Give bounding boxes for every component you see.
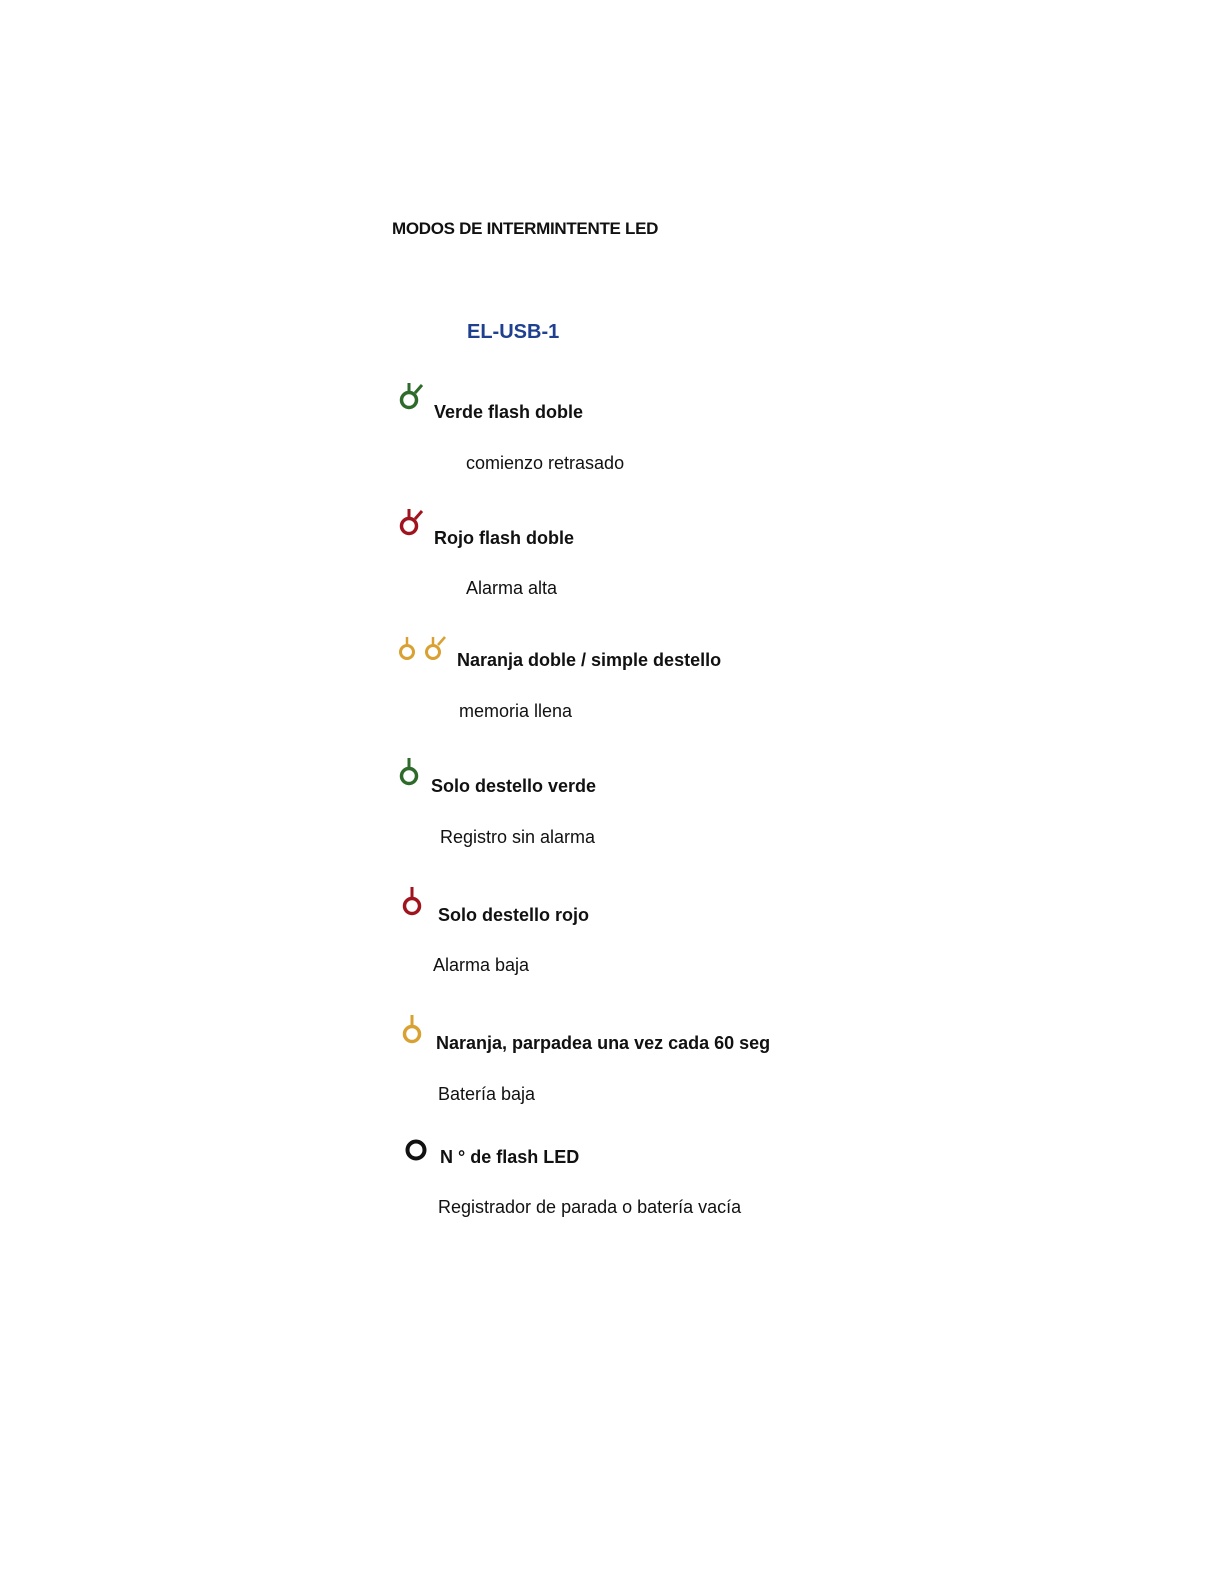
mode-desc-no-flash: Registrador de parada o batería vacía <box>438 1197 742 1217</box>
mode-label-orange-single: Naranja, parpadea una vez cada 60 seg <box>436 1033 771 1053</box>
mode-desc-orange-single: Batería baja <box>438 1084 536 1104</box>
red-single-flash-icon <box>396 878 436 924</box>
mode-label-green-double: Verde flash doble <box>434 402 584 422</box>
mode-label-green-single: Solo destello verde <box>431 776 597 796</box>
mode-desc-red-double: Alarma alta <box>466 578 558 598</box>
mode-desc-green-double: comienzo retrasado <box>466 453 625 473</box>
model-heading: EL-USB-1 <box>467 321 560 343</box>
mode-label-red-double: Rojo flash doble <box>434 528 575 548</box>
red-double-flash-icon <box>393 500 433 546</box>
green-single-flash-icon <box>393 750 433 796</box>
orange-single-flash-icon <box>396 1006 436 1052</box>
page-title: MODOS DE INTERMINTENTE LED <box>392 219 659 238</box>
mode-desc-red-single: Alarma baja <box>433 955 530 975</box>
mode-label-red-single: Solo destello rojo <box>438 905 590 925</box>
mode-label-no-flash: N ° de flash LED <box>440 1147 580 1167</box>
orange-double-single-flash-icon <box>393 626 451 672</box>
mode-label-orange-double-single: Naranja doble / simple destello <box>457 650 722 670</box>
led-off-icon <box>398 1130 438 1176</box>
mode-desc-green-single: Registro sin alarma <box>440 827 596 847</box>
green-double-flash-icon <box>393 374 433 420</box>
mode-desc-orange-double-single: memoria llena <box>459 701 573 721</box>
